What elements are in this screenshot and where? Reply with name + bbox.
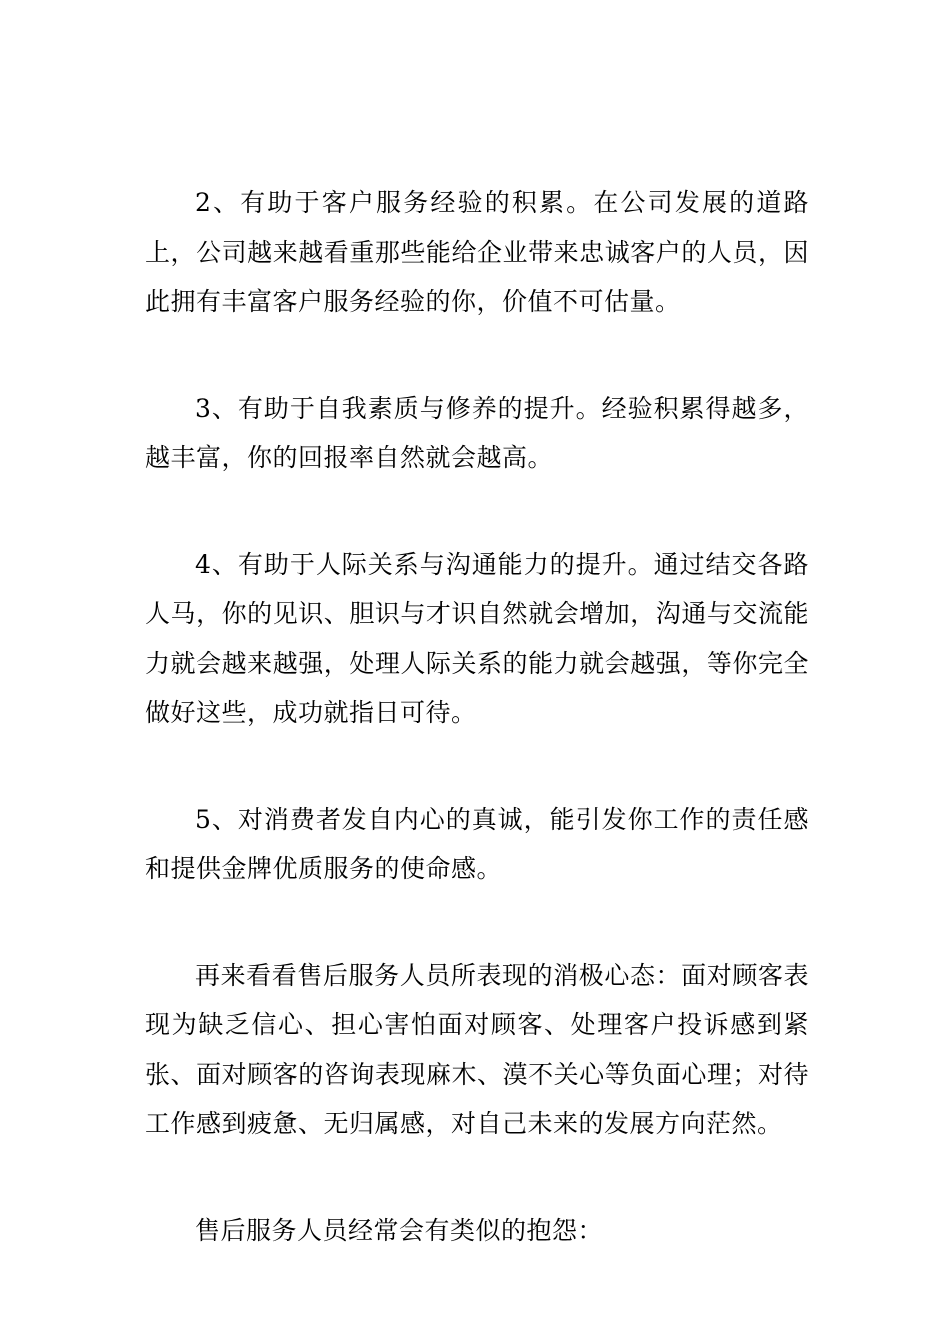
paragraph-benefit-3: 3、有助于自我素质与修养的提升。经验积累得越多，越丰富，你的回报率自然就会越高。	[145, 393, 809, 472]
paragraph-complaints-intro: 售后服务人员经常会有类似的抱怨：	[195, 1215, 604, 1245]
paragraph-benefit-4: 4、有助于人际关系与沟通能力的提升。通过结交各路人马，你的见识、胆识与才识自然就会增加，沟通与交流能力就会越来越强，处理人际关系的能力就会越强，等你完全做好这些，成功就指日可待。	[145, 549, 809, 727]
paragraph-negative-attitude: 再来看看售后服务人员所表现的消极心态：面对顾客表现为缺乏信心、担心害怕面对顾客、处理客户投诉感到紧张、面对顾客的咨询表现麻木、漠不关心等负面心理；对待工作感到疲惫、无归属感，对自己未来的发展方向茫然。	[145, 960, 809, 1138]
document-body	[145, 178, 809, 1255]
paragraph-benefit-5: 5、对消费者发自内心的真诚，能引发你工作的责任感和提供金牌优质服务的使命感。	[145, 804, 809, 883]
paragraph-benefit-2: 2、有助于客户服务经验的积累。在公司发展的道路上，公司越来越看重那些能给企业带来忠诚客户的人员，因此拥有丰富客户服务经验的你，价值不可估量。	[145, 188, 809, 316]
